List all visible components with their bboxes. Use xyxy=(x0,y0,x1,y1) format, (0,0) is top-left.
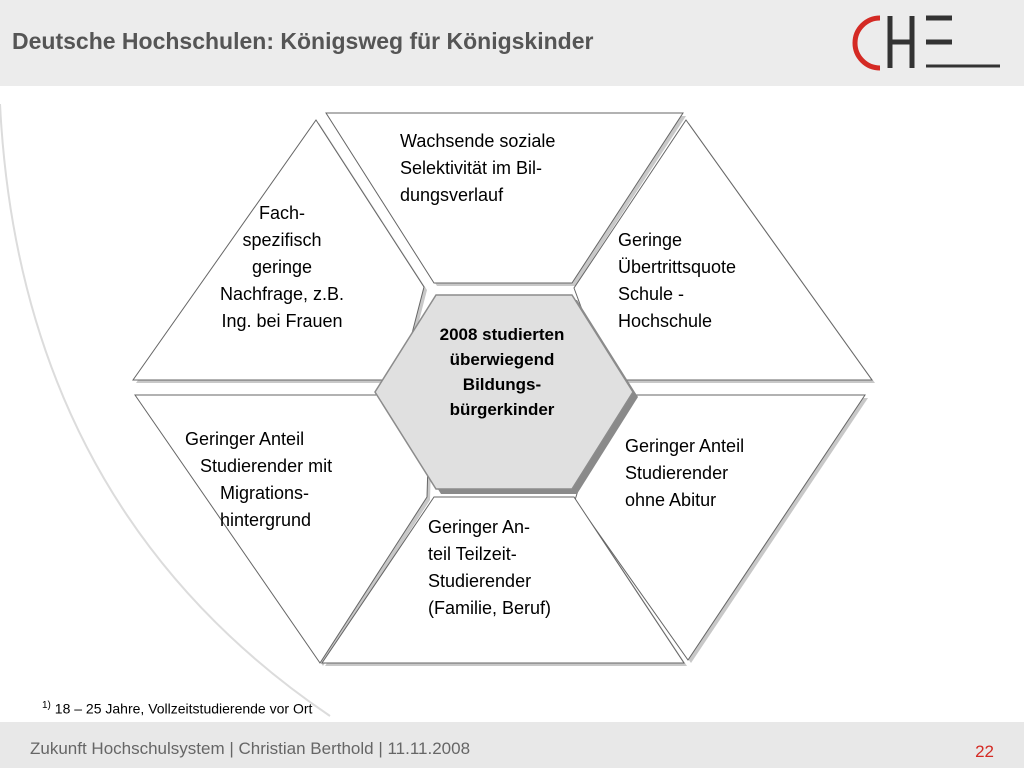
slide-footer xyxy=(0,722,1024,768)
segment-bottom-label: Geringer An- teil Teilzeit- Studierender (Familie, Beruf) xyxy=(428,517,552,618)
footer-text: Zukunft Hochschulsystem | Christian Berthold | 11.11.2008 xyxy=(30,739,471,758)
center-label: 2008 studierten überwiegend Bildungs- bürgerkinder xyxy=(439,325,565,419)
segment-lower-right-label: Geringer Anteil Studierender ohne Abitur xyxy=(625,436,745,510)
segment-top-label: Wachsende soziale Selektivität im Bil- dungsverlauf xyxy=(400,131,556,205)
segment-lower-left-label: Geringer Anteil Studierender mit Migrations- hintergrund xyxy=(185,429,333,530)
footnote-text: 18 – 25 Jahre, Vollzeitstudierende vor Ort xyxy=(50,700,313,717)
page-number: 22 xyxy=(975,742,994,761)
footnote-marker: 1) xyxy=(42,700,51,711)
footnote xyxy=(42,700,312,717)
segment-upper-left-label: Fach- spezifisch geringe Nachfrage, z.B. Ing. bei Frauen xyxy=(219,203,345,331)
slide-title: Deutsche Hochschulen: Königsweg für Königskinder xyxy=(12,28,594,54)
segment-upper-right-label: Geringe Übertrittsquote Schule - Hochschule xyxy=(618,230,737,331)
